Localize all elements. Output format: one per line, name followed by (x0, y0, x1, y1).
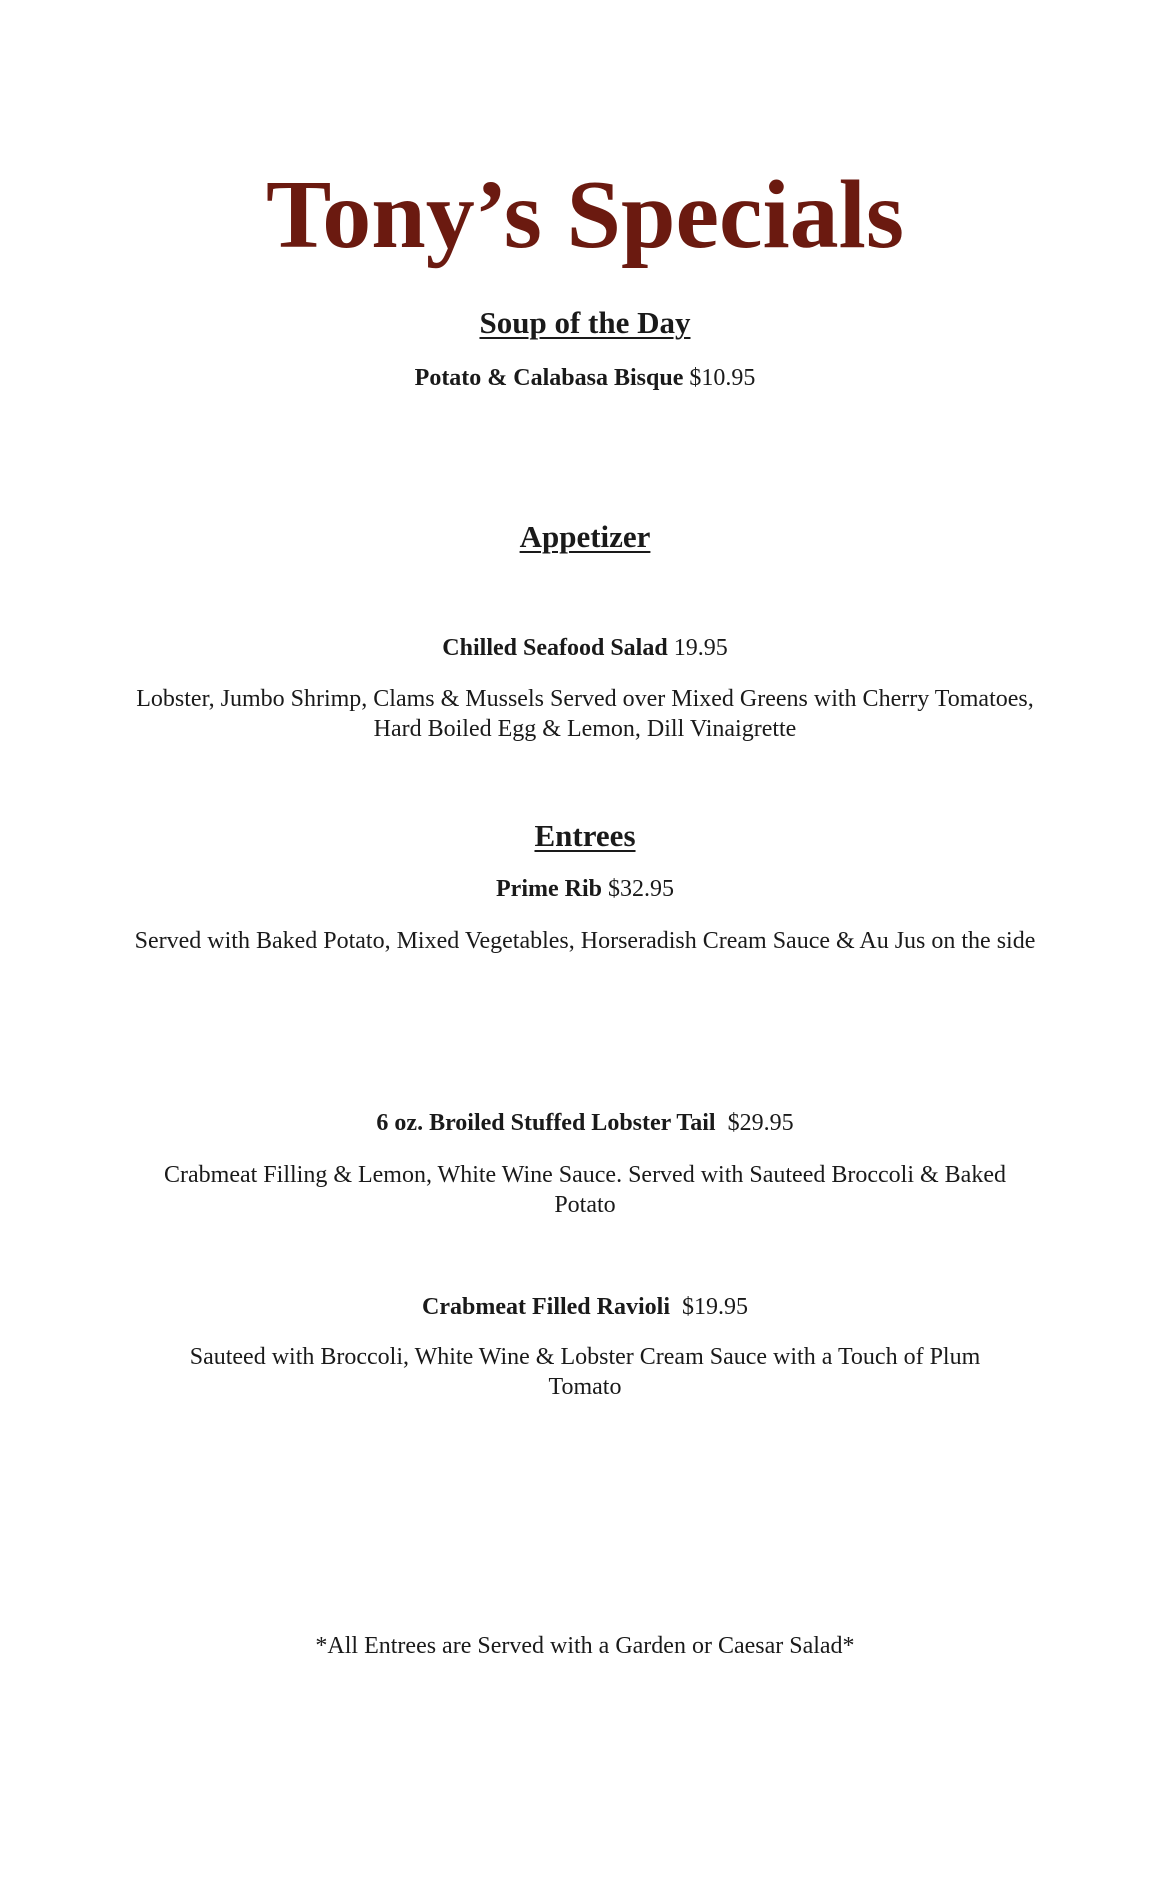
entree-price: $29.95 (727, 1110, 794, 1136)
soup-heading: Soup of the Day (479, 305, 691, 340)
entree-name: Crabmeat Filled Ravioli (422, 1294, 670, 1320)
entree-item (0, 1108, 1170, 1138)
footer-note: *All Entrees are Served with a Garden or Caesar Salad* (315, 1633, 855, 1659)
entree-name: Prime Rib (496, 876, 602, 902)
appetizer-item (0, 633, 1170, 663)
entrees-heading: Entrees (534, 818, 636, 853)
appetizer-description: Lobster, Jumbo Shrimp, Clams & Mussels Served over Mixed Greens with Cherry Tomatoes, Hard Boiled Egg & Lemon, Dill Vinaigrette (136, 686, 1034, 742)
entree-description: Served with Baked Potato, Mixed Vegetables, Horseradish Cream Sauce & Au Jus on the side (134, 928, 1036, 954)
soup-price: $10.95 (689, 365, 756, 391)
entree-description: Crabmeat Filling & Lemon, White Wine Sauce. Served with Sauteed Broccoli & Baked Potato (164, 1162, 1006, 1218)
entree-name: 6 oz. Broiled Stuffed Lobster Tail (376, 1110, 716, 1136)
menu-title: Tony’s Specials (265, 161, 905, 269)
entree-description: Sauteed with Broccoli, White Wine & Lobster Cream Sauce with a Touch of Plum Tomato (189, 1344, 981, 1400)
appetizer-heading: Appetizer (519, 519, 651, 554)
entree-item (0, 874, 1170, 904)
entree-price: $19.95 (681, 1294, 748, 1320)
entree-item (0, 1292, 1170, 1322)
entree-price: $32.95 (607, 876, 674, 902)
soup-item (0, 363, 1170, 393)
appetizer-name: Chilled Seafood Salad (442, 635, 668, 661)
soup-name: Potato & Calabasa Bisque (414, 365, 684, 391)
appetizer-price: 19.95 (673, 635, 728, 661)
